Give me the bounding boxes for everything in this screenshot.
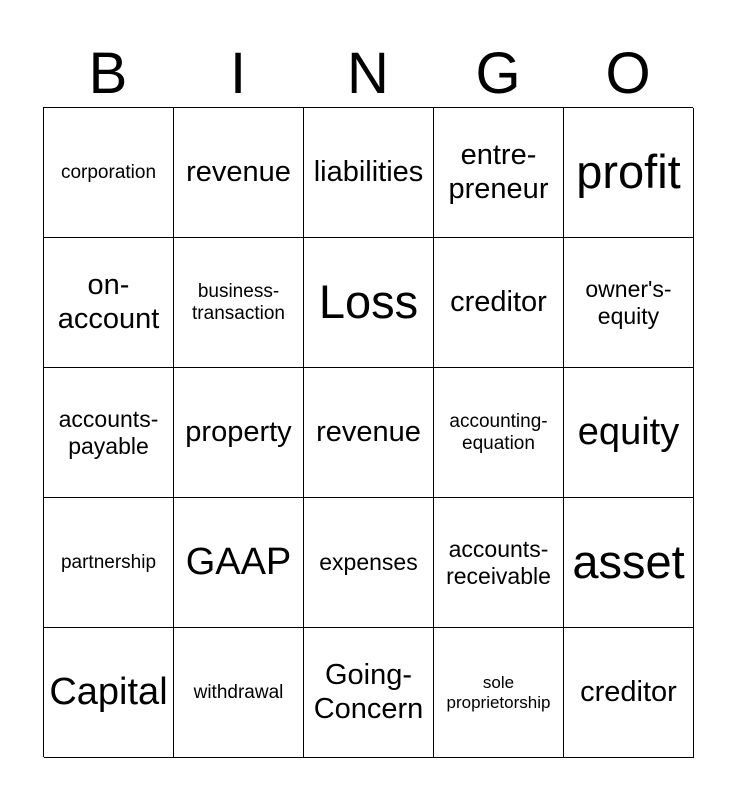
bingo-cell [44,238,174,368]
bingo-cell [44,108,174,238]
bingo-cell [564,108,694,238]
header-letter-b: B [88,41,128,106]
bingo-cell [174,628,304,758]
bingo-cell [174,368,304,498]
bingo-cell [304,368,434,498]
cell-text: liabilities [313,155,424,188]
bingo-cell [434,498,564,628]
cell-text: accounts- payable [58,406,159,459]
bingo-cell [44,628,174,758]
cell-text: Loss [318,275,419,329]
bingo-cell [434,238,564,368]
bingo-cell [434,108,564,238]
cell-text: expenses [319,549,418,576]
bingo-cell [304,238,434,368]
bingo-cell [564,238,694,368]
header-letter-o: O [605,41,651,106]
bingo-cell [174,498,304,628]
cell-text: creditor [450,285,547,318]
cell-text: revenue [186,155,291,188]
bingo-cell [564,368,694,498]
bingo-cell [304,108,434,238]
cell-text: revenue [316,415,421,448]
bingo-cell [44,498,174,628]
cell-text: partnership [60,551,157,573]
cell-text: profit [576,145,681,199]
cell-text: asset [572,535,685,589]
header-letter-i: I [229,41,247,106]
cell-text: Capital [49,670,168,713]
bingo-cell [434,368,564,498]
cell-text: Going- Concern [313,659,424,725]
bingo-cell [44,368,174,498]
cell-text: on- account [57,269,160,335]
bingo-cell [174,238,304,368]
cell-text: accounts- receivable [446,536,551,589]
cell-text: creditor [580,675,677,708]
bingo-card-grid [43,107,693,757]
bingo-cell [304,498,434,628]
cell-text: corporation [60,161,157,183]
cell-text: equity [577,410,680,453]
cell-text: sole proprietorship [446,672,551,712]
header-letter-n: N [347,41,389,106]
cell-text: property [185,415,292,448]
bingo-header [43,40,693,108]
bingo-cell [304,628,434,758]
cell-text: GAAP [185,540,292,583]
bingo-cell [174,108,304,238]
cell-text: owner's- equity [585,276,672,329]
cell-text: business- transaction [192,280,285,324]
bingo-cell [564,628,694,758]
header-letter-g: G [475,41,521,106]
bingo-cell [434,628,564,758]
cell-text: accounting- equation [449,410,548,454]
cell-text: entre- preneur [448,139,549,205]
cell-text: withdrawal [193,681,284,703]
bingo-cell [564,498,694,628]
